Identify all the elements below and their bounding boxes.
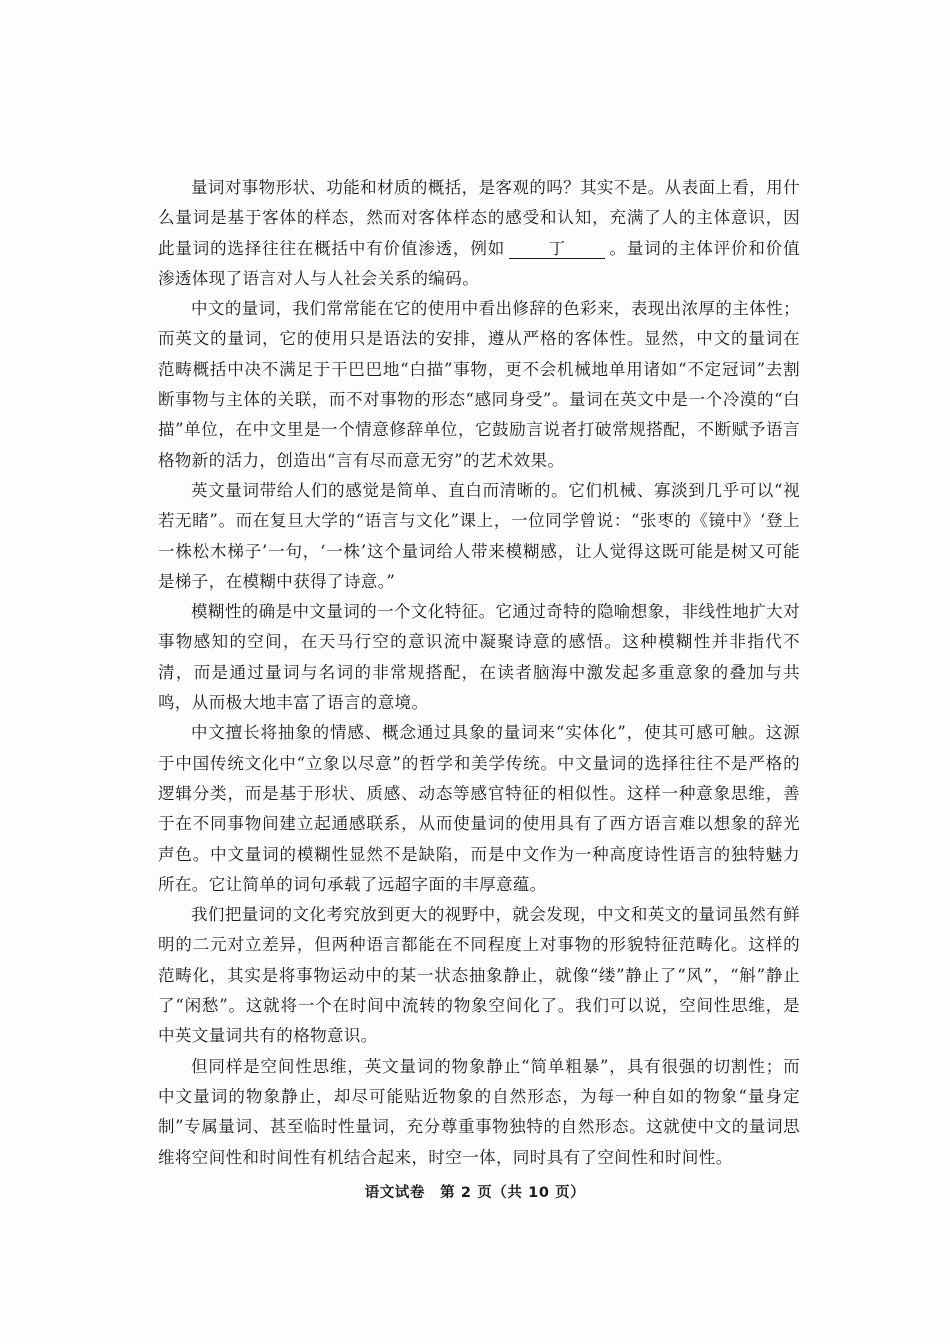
paragraph-3: 英文量词带给人们的感觉是简单、直白而清晰的。它们机械、寡淡到几乎可以“视若无睹”。而在复旦大学的“语言与文化”课上，一位同学曾说：“张枣的《镜中》‘登上一株松木梯子’一句，‘一株’这个量词给人带来模糊感，让人觉得这既可能是树又可能是梯子，在模糊中获得了诗意。”	[158, 480, 800, 591]
paragraph-4: 模糊性的确是中文量词的一个文化特征。它通过奇特的隐喻想象，非线性地扩大对事物感知的空间，在天马行空的意识流中凝聚诗意的感悟。这种模糊性并非指代不清，而是通过量词与名词的非常规搭配，在读者脑海中激发起多重意象的叠加与共鸣，从而极大地丰富了语言的意境。	[158, 602, 800, 713]
paragraph-7: 但同样是空间性思维，英文量词的物象静止“简单粗暴”，具有很强的切割性；而中文量词的物象静止，却尽可能贴近物象的自然形态，为每一种自如的物象“量身定制”专属量词、甚至临时性量词，充分尊重事物独特的自然形态。这就使中文的量词思维将空间性和时间性有机结合起来，时空一体，同时具有了空间性和时间性。	[158, 1056, 800, 1167]
paragraph-1-text-a: 量词对事物形状、功能和材质的概括，是客观的吗？其实不是。从表面上看，用什么量词是基于客体的样态，然而对客体样态的感受和认知，充满了人的主体意识，因此量词的选择往往在概括中有价值渗透，例如	[158, 178, 800, 258]
paragraph-5: 中文擅长将抽象的情感、概念通过具象的量词来“实体化”，使其可感可触。这源于中国传统文化中“立象以尽意”的哲学和美学传统。中文量词的选择往往不是严格的逻辑分类，而是基于形状、质感、动态等感官特征的相似性。这样一种意象思维，善于在不同事物间建立起通感联系，从而使量词的使用具有了西方语言难以想象的辞光声色。中文量词的模糊性显然不是缺陷，而是中文作为一种高度诗性语言的独特魅力所在。它让简单的词句承载了远超字面的丰厚意蕴。	[158, 723, 800, 894]
answer-blank: 丁	[509, 240, 605, 259]
paragraph-1-text-b: 。量词的主体评价和价值渗透体现了语言对人与人社会关系的编码。	[158, 238, 800, 288]
paragraph-1	[158, 173, 800, 294]
paragraph-6: 我们把量词的文化考究放到更大的视野中，就会发现，中文和英文的量词虽然有鲜明的二元对立差异，但两种语言都能在不同程度上对事物的形貌特征范畴化。这样的范畴化，其实是将事物运动中的某一状态抽象静止，就像“缕”静止了“风”，“斛”静止了“闲愁”。这就将一个在时间中流转的物象空间化了。我们可以说，空间性思维，是中英文量词共有的格物意识。	[158, 905, 800, 1046]
paragraph-2: 中文的量词，我们常常能在它的使用中看出修辞的色彩来，表现出浓厚的主体性；而英文的量词，它的使用只是语法的安排，遵从严格的客体性。显然，中文的量词在范畴概括中决不满足于干巴巴地“白描”事物，更不会机械地单用诸如“不定冠词”去割断事物与主体的关联，而不对事物的形态“感同身受”。量词在英文中是一个冷漠的“白描”单位，在中文里是一个情意修辞单位，它鼓励言说者打破常规搭配，不断赋予语言格物新的活力，创造出“言有尽而意无穷”的艺术效果。	[158, 299, 800, 470]
page-footer	[0, 1181, 950, 1202]
page-number-label: 语文试卷 第 2 页（共 10 页）	[364, 1185, 586, 1201]
article-body	[158, 173, 800, 1173]
